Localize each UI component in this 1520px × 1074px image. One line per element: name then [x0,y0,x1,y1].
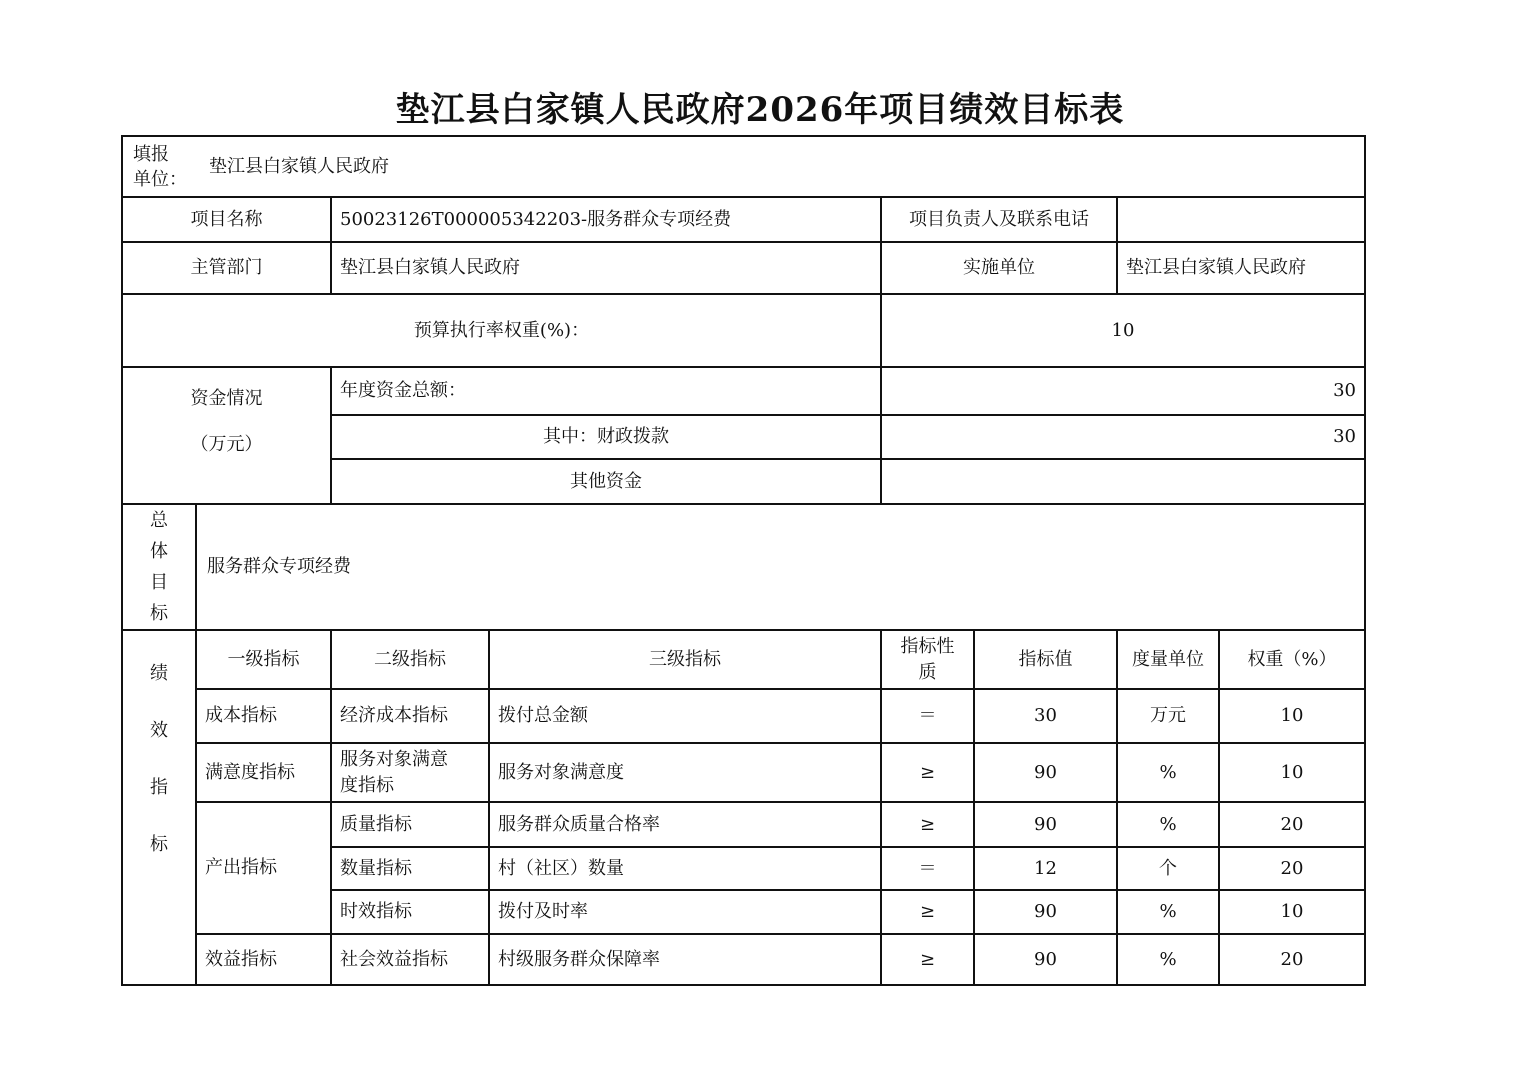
row-level2: 经济成本指标 [331,689,489,743]
goal-label-char: 体 [150,541,168,562]
funds-fiscal-label: 其中：财政拨款 [331,415,881,459]
header-nature [881,630,974,689]
project-row [122,197,1365,242]
row-unit: % [1117,802,1219,847]
row-level2: 质量指标 [331,802,489,847]
unit-row [122,136,1365,197]
goal-label-char: 标 [150,603,168,624]
header-value: 指标值 [974,630,1117,689]
row-nature: ≥ [881,934,974,985]
row-level3: 拨付及时率 [489,890,881,934]
unit-value: 垫江县白家镇人民政府 [209,155,389,177]
header-level1: 一级指标 [196,630,331,689]
row-level2-line2: 度指标 [340,774,394,796]
row-unit: % [1117,934,1219,985]
row-level2 [331,743,489,802]
budget-weight-row [122,294,1365,367]
funds-other-value [881,459,1365,504]
row-level3: 村级服务群众保障率 [489,934,881,985]
row-level2: 数量指标 [331,847,489,890]
funds-label-line2: （万元） [190,434,263,455]
row-weight: 20 [1219,802,1365,847]
row-weight: 10 [1219,689,1365,743]
row-value: 30 [974,689,1117,743]
indicator-side-label [122,630,196,985]
header-level2: 二级指标 [331,630,489,689]
table-row [122,743,1365,802]
funds-total-row [122,367,1365,415]
row-value: 90 [974,890,1117,934]
funds-other-label: 其他资金 [331,459,881,504]
project-contact-label: 项目负责人及联系电话 [881,197,1117,242]
row-level3: 村（社区）数量 [489,847,881,890]
row-level2: 时效指标 [331,890,489,934]
goal-value: 服务群众专项经费 [196,504,1365,630]
performance-target-table [121,135,1366,986]
row-level3: 拨付总金额 [489,689,881,743]
goal-row [122,504,1365,630]
dept-label: 主管部门 [122,242,331,294]
indicator-side-char: 绩 [150,663,168,684]
row-level1: 产出指标 [196,802,331,934]
table-row [122,934,1365,985]
budget-weight-label: 预算执行率权重(%)： [122,294,881,367]
row-value: 12 [974,847,1117,890]
impl-unit-value: 垫江县白家镇人民政府 [1117,242,1365,294]
row-weight: 10 [1219,890,1365,934]
row-value: 90 [974,802,1117,847]
row-level3: 服务群众质量合格率 [489,802,881,847]
row-level2-line1: 服务对象满意 [340,748,448,770]
row-nature: ≥ [881,802,974,847]
funds-total-value: 30 [881,367,1365,415]
header-unit: 度量单位 [1117,630,1219,689]
goal-label [122,504,196,630]
row-weight: 10 [1219,743,1365,802]
goal-label-char: 目 [150,572,168,593]
funds-label-cell [122,367,331,504]
funds-total-label: 年度资金总额： [331,367,881,415]
unit-cell [122,136,1365,197]
table-row [122,802,1365,847]
header-weight: 权重（%） [1219,630,1365,689]
row-unit: % [1117,743,1219,802]
row-value: 90 [974,743,1117,802]
row-level2: 社会效益指标 [331,934,489,985]
row-unit: 万元 [1117,689,1219,743]
row-level1: 满意度指标 [196,743,331,802]
header-nature-line2: 质 [918,661,937,683]
row-nature: ≥ [881,890,974,934]
indicator-side-char: 标 [150,834,168,855]
row-unit: 个 [1117,847,1219,890]
row-weight: 20 [1219,934,1365,985]
row-level1: 成本指标 [196,689,331,743]
row-nature: ＝ [881,847,974,890]
indicator-side-char: 效 [150,720,168,741]
dept-row [122,242,1365,294]
project-name-value: 50023126T000005342203-服务群众专项经费 [331,197,881,242]
funds-label-line1: 资金情况 [190,388,263,409]
row-weight: 20 [1219,847,1365,890]
indicator-side-char: 指 [150,777,168,798]
table-row [122,689,1365,743]
header-level3: 三级指标 [489,630,881,689]
goal-label-char: 总 [150,510,168,531]
unit-label-line2: 单位： [133,168,187,190]
budget-weight-value: 10 [881,294,1365,367]
header-nature-line1: 指标性 [900,635,955,657]
row-value: 90 [974,934,1117,985]
row-nature: ≥ [881,743,974,802]
indicator-header-row [122,630,1365,689]
unit-label-line1: 填报 [133,143,169,165]
project-contact-value [1117,197,1365,242]
row-unit: % [1117,890,1219,934]
funds-fiscal-value: 30 [881,415,1365,459]
row-level1: 效益指标 [196,934,331,985]
dept-value: 垫江县白家镇人民政府 [331,242,881,294]
row-nature: ＝ [881,689,974,743]
page-title: 垫江县白家镇人民政府2026年项目绩效目标表 [395,90,1125,130]
impl-unit-label: 实施单位 [881,242,1117,294]
project-name-label: 项目名称 [122,197,331,242]
row-level3: 服务对象满意度 [489,743,881,802]
